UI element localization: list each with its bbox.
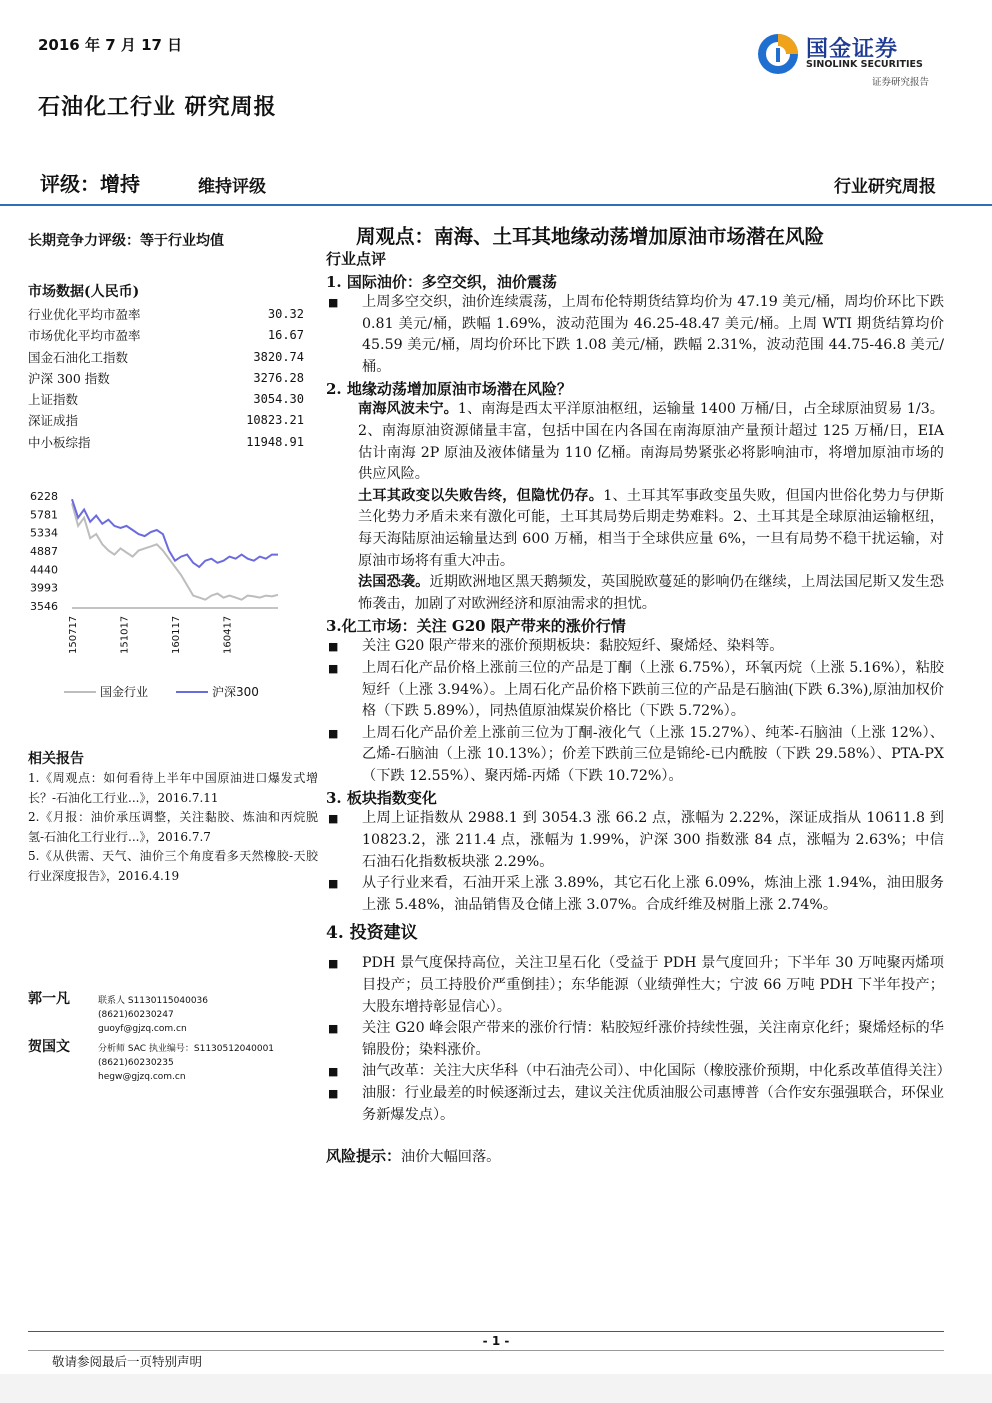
analyst-info: 分析师 SAC 执业编号：S1130512040001 (8621)60230235 hegw@gjzq.com.cn	[98, 1044, 275, 1082]
y-tick-label: 6228	[30, 490, 58, 503]
paragraph: 法国恐袭。近期欧洲地区黑天鹅频发，英国脱欧蔓延的影响仍在继续，上周法国尼斯又发生恐怖袭击，加剧了对欧洲经济和原油需求的担忧。	[358, 574, 944, 612]
bottom-bar	[0, 1374, 992, 1403]
series-line	[72, 499, 278, 567]
logo-mark-icon	[756, 32, 800, 76]
y-tick-label: 5334	[30, 526, 58, 540]
analyst-block	[28, 992, 318, 1038]
bullet-paragraph: ■ 上周多空交织，油价连续震荡，上周布伦特期货结算均价为 47.19 美元/桶，周均价环比下跌 0.81 美元/桶，跌幅 1.69%，波动范围为 46.25-48.47 美元/桶。上周 WTI 期货结算均价 45.59 美元/桶，周均价环比下跌 1.08 美元/桶，跌幅 2.31%，波动范围 44.75-46.8 美元/桶。	[328, 294, 944, 375]
related-reports-title: 相关报告	[28, 751, 84, 767]
market-data-row: 市场优化平均市盈率 16.67	[28, 328, 304, 344]
analyst-block	[28, 1040, 318, 1086]
bullet-paragraph: ■ 上周上证指数从 2988.1 到 3054.3 涨 66.2 点，涨幅为 2.22%，深证成指从 10611.8 到 10823.2，涨 211.4 点，涨幅为 1.99%，沪深 300 指数涨 84 点，涨幅为 2.63%；中信石油石化指数板块涨 2.29%。	[328, 810, 944, 870]
related-reports-list	[28, 769, 318, 886]
section-heading: 3. 板块指数变化	[326, 789, 437, 808]
bullet-paragraph: ■ 关注 G20 限产带来的涨价预期板块：黏胶短纤、聚烯烃、染料等。	[328, 638, 784, 655]
bullet-paragraph: ■ PDH 景气度保持高位，关注卫星石化（受益于 PDH 景气度回升；下半年 30 万吨聚丙烯项目投产；员工持股价严重倒挂）；东华能源（业绩弹性大；宁波 66 万吨 PDH 下半年投产；大股东增持彰显信心）。	[328, 955, 944, 1015]
y-tick-label: 3993	[30, 581, 58, 595]
sinolink-logo	[756, 30, 946, 90]
page-number: - 1 -	[482, 1334, 510, 1348]
section-heading: 3.化工市场：关注 G20 限产带来的涨价行情	[326, 617, 626, 636]
market-data-row: 行业优化平均市盈率 30.32	[28, 307, 304, 322]
logo-sub-text: 证券研究报告	[872, 77, 930, 88]
market-data-row: 中小板综指 11948.91	[28, 434, 304, 450]
related-report-item: 1.《周观点：如何看待上半年中国原油进口爆发式增长？-石油化工行业...》，2016.7.11	[28, 771, 318, 805]
rating: 评级：增持	[40, 172, 140, 196]
series-line	[72, 503, 278, 599]
section-heading: 4. 投资建议	[326, 923, 418, 944]
legend-label: 沪深300	[212, 685, 259, 699]
analyst-name: 贺国文	[28, 1039, 70, 1055]
y-tick-label: 3546	[30, 600, 58, 613]
section-heading: 1. 国际油价：多空交织，油价震荡	[326, 273, 557, 291]
y-tick-label: 4440	[30, 563, 58, 577]
logo-en-text: SINOLINK SECURITIES	[806, 59, 923, 70]
x-tick-label: 160417	[222, 615, 234, 654]
market-data-row: 沪深 300 指数 3276.28	[28, 370, 304, 386]
y-tick-label: 5781	[30, 508, 58, 522]
section-heading: 2. 地缘动荡增加原油市场潜在风险？	[326, 380, 572, 399]
competitiveness-rating: 长期竞争力评级：等于行业均值	[28, 233, 224, 249]
bullet-paragraph: ■ 上周石化产品价格上涨前三位的产品是丁酮（上涨 6.75%），环氧丙烷（上涨 5.16%），粘胶短纤（上涨 3.94%）。上周石化产品价格下跌前三位的产品是石脑油(下跌 6.3%),原油加权价格（下跌 5.89%），同热值原油煤炭价格比（下跌 5.72%）。	[328, 659, 944, 720]
analyst-name: 郭一凡	[28, 991, 70, 1007]
market-data-row: 深证成指 10823.21	[28, 413, 304, 429]
header-divider	[0, 204, 992, 206]
market-data-row: 国金石油化工指数 3820.74	[28, 349, 304, 365]
index-chart	[28, 480, 318, 712]
section-subtitle: 行业点评	[326, 250, 387, 268]
disclaimer: 敬请参阅最后一页特别声明	[52, 1354, 203, 1369]
bullet-paragraph: ■ 上周石化产品价差上涨前三位为丁酮-液化气（上涨 15.27%）、纯苯-石脑油（上涨 12%）、乙烯-石脑油（上涨 10.13%）；价差下跌前三位是锦纶-已内酰胺（下跌 29.58%）、PTA-PX（下跌 12.55%）、聚丙烯-丙烯（下跌 10.72%）。	[328, 724, 944, 784]
index-chart-svg	[28, 480, 318, 712]
x-tick-label: 151017	[119, 615, 131, 654]
report-type: 行业研究周报	[834, 177, 936, 197]
bullet-paragraph: ■ 油气改革：关注大庆华科（中石油壳公司）、中化国际（橡胶涨价预期，中化系改革值得关注）	[328, 1063, 951, 1080]
legend-label: 国金行业	[100, 685, 149, 699]
y-tick-label: 4887	[30, 545, 58, 558]
x-tick-label: 160117	[171, 615, 182, 654]
main-body	[326, 248, 951, 1169]
main-title: 周观点：南海、土耳其地缘动荡增加原油市场潜在风险	[356, 225, 825, 248]
bullet-paragraph: ■ 油服：行业最差的时候逐渐过去，建议关注优质油服公司惠博普（合作安东强强联合，环保业务新爆发点）。	[328, 1085, 944, 1123]
report-date: 2016 年 7 月 17 日	[38, 36, 183, 54]
report-title: 石油化工行业 研究周报	[38, 94, 277, 120]
risk-warning: 风险提示：油价大幅回落。	[326, 1147, 501, 1166]
market-data-row: 上证指数 3054.30	[28, 392, 304, 408]
bullet-paragraph: ■ 从子行业来看，石油开采上涨 3.89%，其它石化上涨 6.09%，炼油上涨 1.94%，油田服务上涨 5.48%，油品销售及仓储上涨 3.07%。合成纤维及树脂上涨 2.74%。	[328, 875, 944, 913]
rating-action: 维持评级	[198, 177, 266, 197]
logo-cn-text: 国金证券	[806, 37, 899, 62]
market-data-table	[28, 304, 304, 453]
paragraph: 南海风波未宁。1、南海是西太平洋原油枢纽，运输量 1400 万桶/日，占全球原油贸易 1/3。2、南海原油资源储量丰富，包括中国在内各国在南海原油产量预计超过 125 万桶/日，EIA 估计南海 2P 原油及液体储量为 110 亿桶。南海局势紧张必将影响油市，将增加原油市场的供应风险。	[358, 401, 944, 483]
footer-divider	[28, 1350, 944, 1351]
market-data-title: 市场数据(人民币)	[28, 284, 140, 300]
analyst-info: 联系人 S1130115040036 (8621)60230247 guoyf@gjzq.com.cn	[98, 996, 209, 1034]
x-tick-label: 150717	[68, 615, 79, 654]
footer-divider	[28, 1331, 944, 1332]
related-report-item: 5.《从供需、天气、油价三个角度看多天然橡胶-天胶行业深度报告》，2016.4.19	[28, 849, 318, 883]
bullet-paragraph: ■ 关注 G20 峰会限产带来的涨价行情：粘胶短纤涨价持续性强，关注南京化纤；聚烯烃标的华锦股份；染料涨价。	[328, 1020, 944, 1058]
related-report-item: 2.《月报：油价承压调整，关注黏胶、炼油和丙烷脱氢-石油化工行业行...》，2016.7.7	[28, 810, 318, 844]
paragraph: 土耳其政变以失败告终，但隐忧仍存。1、土耳其军事政变虽失败，但国内世俗化势力与伊斯兰化势力矛盾未来有激化可能，土耳其局势后期走势难料。2、土耳其是全球原油运输枢纽，每天海陆原油运输量达到 600 万桶，相当于全球供应量 6%，一旦有局势不稳干扰运输，对原油市场将有重大冲击。	[358, 487, 944, 569]
